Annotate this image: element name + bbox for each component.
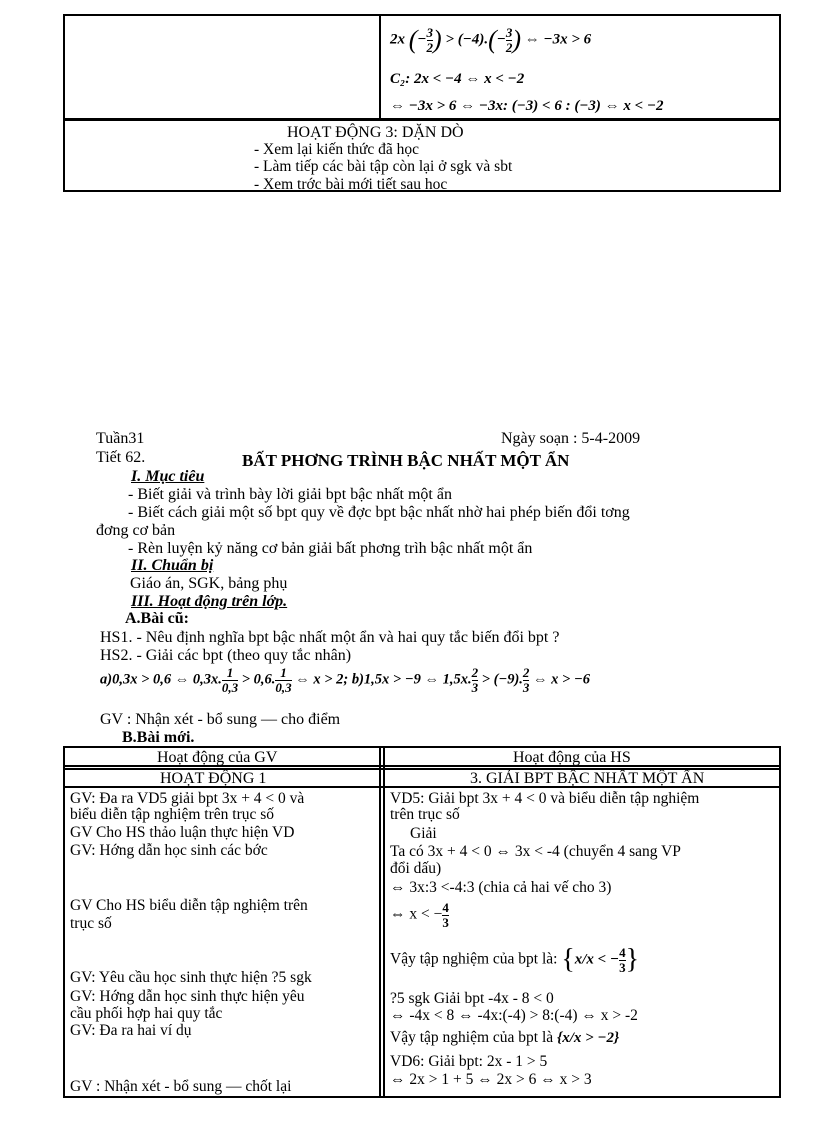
old-lesson-math: [100, 666, 590, 694]
activities-heading: III. Hoạt động trên lớp.: [131, 593, 288, 610]
column-header-gv: Hoạt động của GV: [157, 749, 278, 766]
activity-3-item: - Xem lại kiến thức đã học: [254, 141, 420, 158]
hs-line: ⇔ x < −: [390, 905, 443, 923]
frac-num: 2: [522, 665, 530, 680]
fraction-one-over-03: [275, 666, 291, 694]
frac-den: 2: [426, 39, 434, 55]
frac-den: 3: [471, 679, 479, 695]
hs-line-set-2: [390, 1030, 619, 1047]
frac-den: 0,3: [275, 679, 292, 695]
frac-den: 2: [505, 39, 513, 55]
gv-line: GV Cho HS thảo luận thực hiện VD: [70, 824, 295, 841]
hs-line: đổi dấu): [390, 860, 442, 877]
page-title: BẤT PHƠNG TRÌNH BẬC NHẤT MỘT ẨN: [242, 451, 570, 470]
set-expression: {x/x > −2}: [557, 1030, 620, 1046]
hs-line: Ta có 3x + 4 < 0 ⇔ 3x < -4 (chuyển 4 sang VP: [390, 843, 681, 860]
gv-line: GV: Yêu cầu học sinh thực hiện ?5 sgk: [70, 969, 312, 986]
gv-line: GV Cho HS biểu diễn tập nghiệm trên: [70, 897, 308, 914]
fraction-one-over-03: [222, 666, 238, 694]
frac-num: 3: [426, 25, 434, 41]
gv-line: GV: Đa ra VD5 giải bpt 3x + 4 < 0 và: [70, 790, 305, 807]
math-line1-a: 2x: [390, 31, 405, 48]
fraction-four-thirds: [442, 901, 449, 929]
frac-num: 3: [505, 25, 513, 41]
objective-item: - Biết cách giải một số bpt quy về đợc bpt bậc nhất nhờ hai phép biến đổi tơng: [128, 504, 630, 521]
old-lesson-heading: A.Bài cũ:: [125, 610, 189, 627]
math-a2: > 0,6.: [241, 671, 276, 688]
date-label: Ngày soạn : 5-4-2009: [501, 430, 641, 447]
hs-line: VD5: Giải bpt 3x + 4 < 0 và biểu diễn tập nghiệm: [390, 790, 700, 807]
gv-line: biểu diễn tập nghiệm trên trục số: [70, 806, 275, 823]
preparation-text: Giáo án, SGK, bảng phụ: [130, 575, 288, 592]
hs-line: trên trục số: [390, 806, 460, 823]
objective-item: đơng cơ bản: [96, 522, 176, 539]
math-a5: ⇔ x > −6: [533, 671, 590, 688]
frac-num: 2: [471, 665, 479, 680]
activity-3-title: HOẠT ĐỘNG 3: DẶN DÒ: [287, 124, 464, 141]
frac-den: 3: [442, 914, 449, 930]
hs-line: ?5 sgk Giải bpt -4x - 8 < 0: [390, 990, 554, 1007]
activity-1-heading: HOẠT ĐỘNG 1: [160, 770, 267, 787]
table-column-divider: [383, 746, 385, 1098]
math-a3: ⇔ x > 2; b)1,5x > −9 ⇔ 1,5x.: [295, 671, 472, 688]
lesson-number: Tiết 62.: [96, 449, 146, 466]
top-table-divider: [379, 14, 381, 119]
hs-line: Vậy tập nghiệm của bpt là:: [390, 950, 562, 968]
gv-line: GV : Nhận xét - bổ sung — chốt lại: [70, 1078, 292, 1095]
fraction-two-thirds: [472, 666, 479, 694]
section-3-heading: 3. GIẢI BPT BẬC NHẤT MỘT ẨN: [470, 770, 705, 787]
gv-line: cầu phối hợp hai quy tắc: [70, 1005, 223, 1022]
gv-note: GV : Nhận xét - bổ sung — cho điểm: [100, 711, 341, 728]
math-a4: > (−9).: [481, 671, 523, 688]
math-line1-b: (−4).: [457, 31, 489, 48]
gv-line: GV: Hớng dẫn học sinh các bớc: [70, 842, 268, 859]
hs-line-solution: [390, 901, 449, 929]
hs2-question: HS2. - Giải các bpt (theo quy tắc nhân): [100, 647, 352, 664]
objective-item: - Biết giải và trình bày lời giải bpt bậc nhất một ẩn: [128, 486, 452, 503]
frac-num: 4: [619, 944, 626, 960]
objectives-heading: I. Mục tiêu: [131, 468, 205, 485]
frac-den: 3: [522, 679, 530, 695]
math-a1: a)0,3x > 0,6 ⇔ 0,3x.: [100, 671, 222, 688]
math-line-2: C₂: 2x < −4 ⇔ x < −2: [390, 71, 525, 87]
hs-line: ⇔ -4x < 8 ⇔ -4x:(-4) > 8:(-4) ⇔ x > -2: [390, 1007, 638, 1024]
hs-line-set-1: Vậy tập nghiệm của bpt là: {x/x < − $\frac{4}{3}$ }: [390, 944, 640, 975]
week-label: Tuần31: [96, 430, 145, 447]
activity-3-item: - Xem trớc bài mới tiết sau học: [254, 176, 448, 193]
hs-line: Giải: [410, 825, 437, 842]
gv-line: GV: Hớng dẫn học sinh thực hiện yêu: [70, 988, 305, 1005]
frac-num: 1: [280, 665, 287, 680]
activity-3-item: - Làm tiếp các bài tập còn lại ở sgk và sbt: [254, 158, 513, 175]
hs-line: ⇔ 3x:3 <-4:3 (chia cả hai vế cho 3): [390, 879, 612, 896]
hs-line: ⇔ 2x > 1 + 5 ⇔ 2x > 6 ⇔ x > 3: [390, 1071, 592, 1088]
fraction-two-thirds: [523, 666, 530, 694]
hs-line: Vậy tập nghiệm của bpt là: [390, 1029, 558, 1046]
gv-line: GV: Đa ra hai ví dụ: [70, 1022, 192, 1039]
math-line-3: ⇔ −3x > 6 ⇔ −3x: (−3) < 6 : (−3) ⇔ x < −2: [390, 98, 664, 114]
top-table-row-divider: [63, 118, 781, 121]
frac-num: 1: [226, 665, 234, 680]
table-column-divider: [379, 746, 381, 1098]
objective-item: - Rèn luyện kỷ năng cơ bản giải bất phơng trìh bậc nhất một ẩn: [128, 540, 533, 557]
hs1-question: HS1. - Nêu định nghĩa bpt bậc nhất một ẩn và hai quy tắc biến đổi bpt ?: [100, 629, 560, 646]
column-header-hs: Hoạt động của HS: [513, 749, 631, 766]
math-line-1: 2x (− $\frac{3}{2}$ ) > (−4).(− $\frac{3}{2}$ ) ⇔ −3x > 6: [390, 25, 592, 55]
frac-den: 3: [619, 959, 626, 975]
hs-line: VD6: Giải bpt: 2x - 1 > 5: [390, 1053, 548, 1070]
set-expression: x/x < −: [574, 951, 620, 968]
math-line1-c: ⇔ −3x > 6: [524, 31, 592, 48]
frac-den: 0,3: [221, 679, 239, 695]
frac-num: 4: [442, 900, 449, 915]
new-lesson-heading: B.Bài mới.: [122, 729, 195, 746]
gv-line: trục số: [70, 915, 112, 932]
preparation-heading: II. Chuẩn bị: [131, 557, 214, 574]
